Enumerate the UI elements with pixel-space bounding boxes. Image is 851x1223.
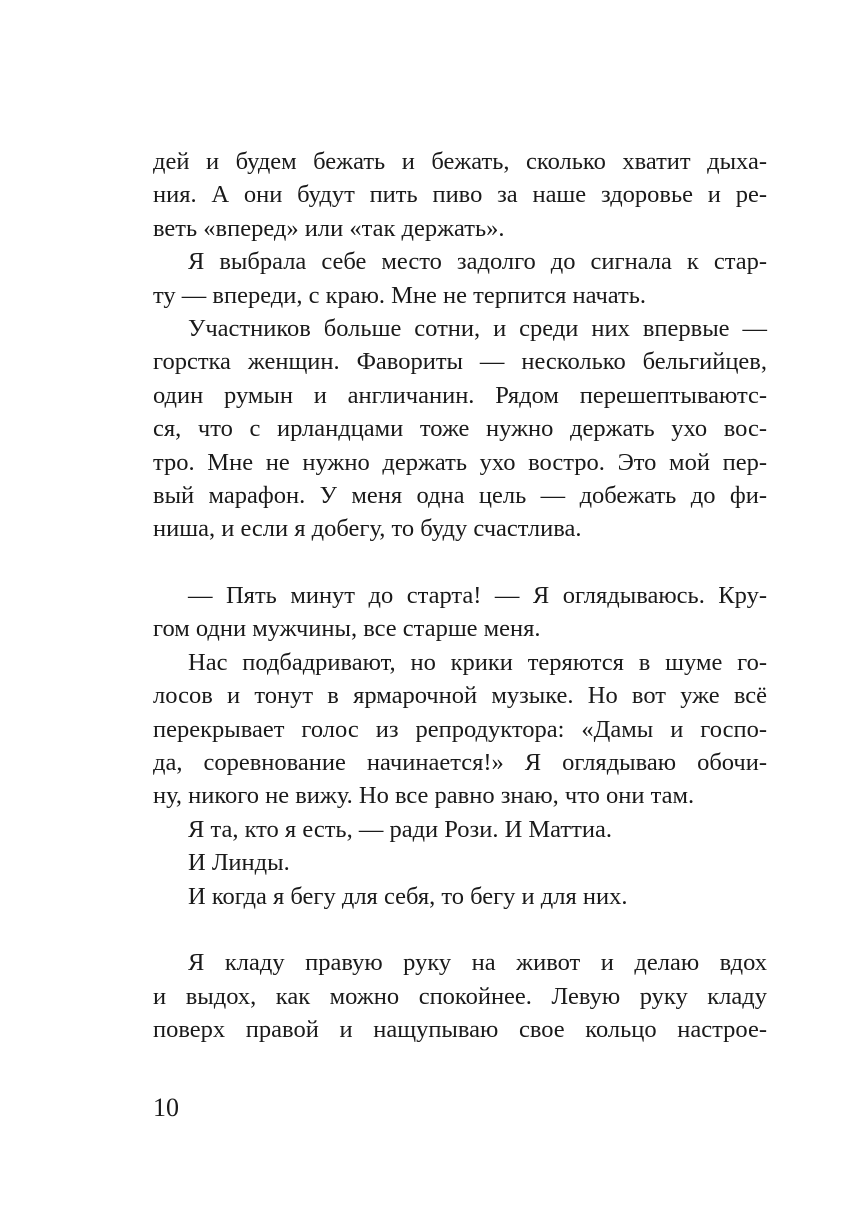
text-line: да, соревнование начинается!» Я оглядываю обочи- bbox=[153, 749, 767, 777]
paragraph-break bbox=[153, 546, 767, 579]
text-line: вый марафон. У меня одна цель — добежать до фи- bbox=[153, 481, 767, 509]
paragraph bbox=[153, 312, 767, 546]
text-line: И когда я бегу для себя, то бегу и для них. bbox=[188, 882, 628, 910]
text-line: — Пять минут до старта! — Я оглядываюсь. Кру- bbox=[188, 582, 767, 610]
page-number: 10 bbox=[153, 1093, 179, 1122]
paragraph bbox=[153, 245, 767, 312]
text-line: И Линды. bbox=[188, 849, 290, 877]
paragraph bbox=[153, 846, 767, 879]
page-body bbox=[153, 145, 767, 1047]
text-line: лосов и тонут в ярмарочной музыке. Но вот уже всё bbox=[153, 682, 767, 710]
text-line: ния. А они будут пить пиво за наше здоровье и ре- bbox=[153, 181, 767, 209]
text-line: ся, что с ирландцами тоже нужно держать ухо вос- bbox=[153, 415, 767, 443]
text-line: дей и будем бежать и бежать, сколько хватит дыха- bbox=[153, 148, 767, 175]
text-line: один румын и англичанин. Рядом перешептываютс- bbox=[153, 381, 767, 409]
paragraph-break bbox=[153, 913, 767, 946]
text-line: Участников больше сотни, и среди них впервые — bbox=[188, 314, 767, 342]
paragraph bbox=[153, 145, 767, 245]
text-line: веть «вперед» или «так держать». bbox=[153, 214, 505, 242]
paragraph bbox=[153, 646, 767, 813]
text-line: и выдох, как можно спокойнее. Левую руку кладу bbox=[153, 982, 767, 1010]
text-line: Нас подбадривают, но крики теряются в шуме го- bbox=[188, 648, 767, 676]
paragraph bbox=[153, 880, 767, 913]
text-line: ну, никого не вижу. Но все равно знаю, что они там. bbox=[153, 782, 695, 810]
text-line: горстка женщин. Фавориты — несколько бельгийцев, bbox=[153, 348, 767, 376]
paragraph bbox=[153, 813, 767, 846]
text-line: тро. Мне не нужно держать ухо востро. Это мой пер- bbox=[153, 448, 767, 476]
paragraph bbox=[153, 579, 767, 646]
text-line: ниша, и если я добегу, то буду счастлива. bbox=[153, 515, 582, 543]
text-line: ту — впереди, с краю. Мне не терпится начать. bbox=[153, 281, 647, 309]
text-line: гом одни мужчины, все старше меня. bbox=[153, 615, 541, 643]
text-line: Я кладу правую руку на живот и делаю вдох bbox=[188, 949, 767, 977]
text-line: поверх правой и нащупываю свое кольцо настрое- bbox=[153, 1016, 767, 1044]
text-line: Я та, кто я есть, — ради Рози. И Маттиа. bbox=[188, 815, 612, 843]
text-line: Я выбрала себе место задолго до сигнала к стар- bbox=[188, 248, 767, 276]
paragraph bbox=[153, 946, 767, 1046]
text-line: перекрывает голос из репродуктора: «Дамы и госпо- bbox=[153, 715, 767, 743]
